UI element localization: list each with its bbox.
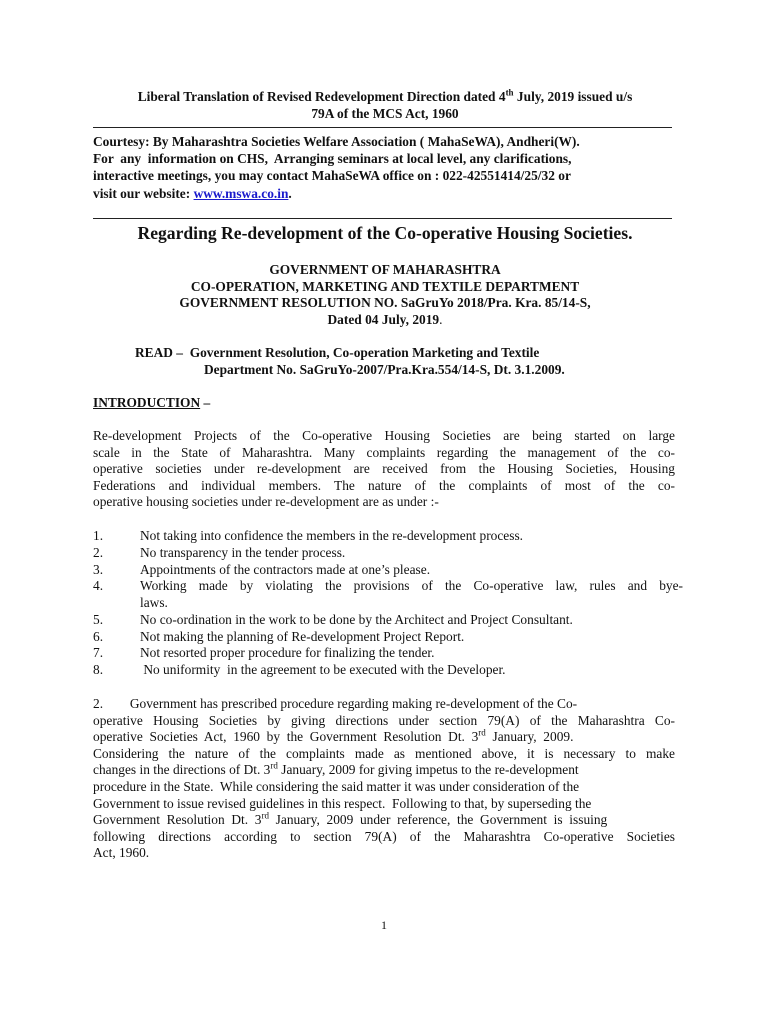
translation-header (90, 88, 680, 122)
courtesy-block (93, 133, 683, 202)
para2-line-10: Act, 1960. (93, 845, 150, 861)
para2-line-8: Government Resolution Dt. 3rd January, 2009 under reference, the Government is issuing (93, 810, 608, 828)
para2-line-4: Considering the nature of the complaints made as mentioned above, it is necessary to make (93, 745, 675, 761)
para2-line-1: 2. Government has prescribed procedure regarding making re-development of the Co- (93, 696, 578, 711)
courtesy-line-2: For any information on CHS, Arranging seminars at local level, any clarifications, (93, 151, 572, 167)
header-line-1: Liberal Translation of Revised Redevelopment Direction dated 4th July, 2019 issued u/s (137, 87, 633, 104)
para2-line-5: changes in the directions of Dt. 3rd January, 2009 for giving impetus to the re-development (93, 760, 579, 778)
govt-line-1: GOVERNMENT OF MAHARASHTRA (269, 262, 501, 277)
divider-top (93, 127, 672, 128)
courtesy-line-1: Courtesy: By Maharashtra Societies Welfare Association ( MahaSeWA), Andheri(W). (93, 134, 580, 149)
divider-bottom (93, 218, 672, 219)
read-reference (135, 345, 675, 378)
paragraph-2 (93, 696, 675, 862)
intro-line-4: Federations and individual members. The nature of the complaints of most of the co- (93, 477, 675, 493)
intro-line-2: scale in the State of Maharashtra. Many complaints regarding the management of the co- (93, 444, 675, 460)
page-number: 1 (381, 918, 387, 932)
introduction-heading: INTRODUCTION – (93, 395, 211, 410)
introduction-paragraph (93, 428, 675, 511)
para2-line-9: following directions according to section 79(A) of the Maharashtra Co-operative Societies (93, 828, 675, 844)
govt-line-2: CO-OPERATION, MARKETING AND TEXTILE DEPARTMENT (190, 278, 580, 294)
main-title: Regarding Re-development of the Co-operative Housing Societies. (137, 223, 633, 243)
website-link[interactable]: www.mswa.co.in (193, 185, 289, 201)
govt-line-3: GOVERNMENT RESOLUTION NO. SaGruYo 2018/Pra. Kra. 85/14-S, (179, 295, 591, 311)
document-page: Liberal Translation of Revised Redevelopment Direction dated 4th July, 2019 issued u/s 79A of the MCS Act, 1960 Courtesy: By Maharashtra Societies Welfare Association ( MahaSeWA), Andheri(W). For any information on CHS, Arranging seminars at local level, any clarifications, interactive meetings, you may contact MahaSeWA office on : 022-42551414/25/32 or visit our website: www.mswa.co.in. Regarding Re-development of the Co-operative Housing Societies. GOVERNMENT OF MAHARASHTRA CO-OPERATION, MARKETING AND TEXTILE DEPARTMENT GOVERNMENT RESOLUTION NO. SaGruYo 2018/Pra. Kra. 85/14-S, Dated 04 July, 2019. READ – Government Resolution, Co-operation Marketing and Textile Department No. SaGruYo-2007/Pra.Kra.554/14-S, Dt. 3.1.2009. INTRODUCTION – Re-development Projects of the Co-operative Housing Societies are being started on large scale in the State of Maharashtra. Many complaints regarding the management of the co- operative societies under re-development are received from the Housing Societies, Housing Federations and individual members. The nature of the complaints of most of the co- operative housing societies under re-development are as under :- 1. Not taking into confidence the members in the re-development process. 2. No transparency in the tender process. 3. Appointments of the contractors made at one’s please. 4. Working made by violating the provisions of the Co-operative law, rules and bye- laws. 5. No co-ordination in the work to be done by the Architect and Project Consultant. 6. Not making the planning of Re-development Project Report. 7. Not resorted proper procedure for finalizing the tender. 8. No uniformity in the agreement to be executed with the Developer. 2. Government has prescribed procedure regarding making re-development of the Co- operative Housing Societies by giving directions under section 79(A) of the Maharashtra Co- operative Societies Act, 1960 by the Government Resolution Dt. 3rd January, 2009. Considering the nature of the complaints made as mentioned above, it is necessary to make changes in the directions of Dt. 3rd January, 2009 for giving impetus to the re-development procedure in the State. While considering the said matter it was under consideration of the Government to issue revised guidelines in this respect. Following to that, by superseding the Government Resolution Dt. 3rd January, 2009 under reference, the Government is issuing following directions according to section 79(A) of the Maharashtra Co-operative Societies Act, 1960. 1 (0, 0, 768, 1024)
intro-line-1: Re-development Projects of the Co-operative Housing Societies are being started on large (93, 428, 675, 443)
para2-line-3: operative Societies Act, 1960 by the Government Resolution Dt. 3rd January, 2009. (93, 727, 574, 745)
govt-line-4: Dated 04 July, 2019. (327, 311, 443, 327)
intro-line-3: operative societies under re-development are received from the Housing Societies, Housing (93, 461, 675, 477)
list-item: 4. Working made by violating the provisions of the Co-operative law, rules and bye- laws. (93, 578, 683, 610)
header-line-2: 79A of the MCS Act, 1960 (311, 106, 459, 121)
read-line-2: Department No. SaGruYo-2007/Pra.Kra.554/14-S, Dt. 3.1.2009. (204, 361, 565, 377)
intro-line-5: operative housing societies under re-development are as under :- (93, 494, 439, 510)
para2-line-7: Government to issue revised guidelines in this respect. Following to that, by superseding the (93, 795, 592, 811)
read-line-1: READ – Government Resolution, Co-operation Marketing and Textile (135, 345, 540, 360)
para2-line-2: operative Housing Societies by giving directions under section 79(A) of the Maharashtra Co- (93, 712, 675, 728)
government-block (90, 262, 680, 328)
para2-line-6: procedure in the State. While considering the said matter it was under consideration of the (93, 778, 580, 794)
courtesy-line-3: interactive meetings, you may contact MahaSeWA office on : 022-42551414/25/32 or (93, 168, 571, 184)
courtesy-line-4: visit our website: www.mswa.co.in. (93, 185, 292, 201)
